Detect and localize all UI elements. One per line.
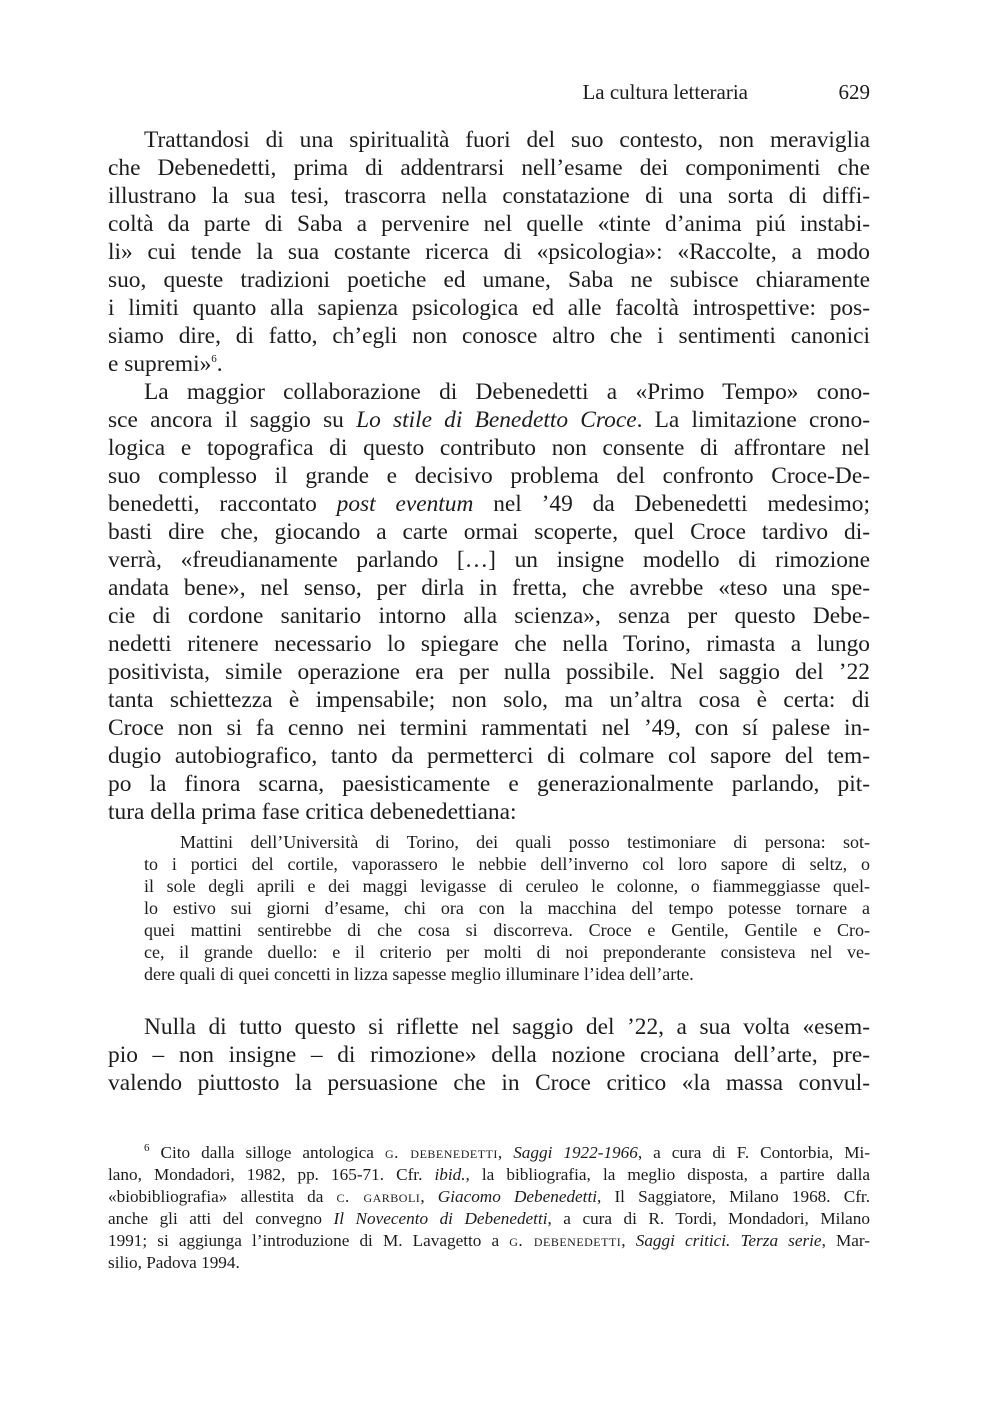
text-line: tanta schiettezza è impensabile; non solo, ma un’altra cosa è certa: di [108,687,870,713]
text-line: positivista, simile operazione era per nulla possibile. Nel saggio del ’22 [108,659,870,685]
text-line: dugio autobiografico, tanto da permetterci di colmare col sapore del tem- [108,743,870,769]
text-fragment: , a cura di F. Contorbia, Mi- [637,1143,871,1162]
page-number: 629 [838,80,870,104]
footnote-line [108,1230,870,1252]
book-title: Saggi 1922-1966 [513,1143,638,1162]
text-fragment: «biobibliografia» allestita da [108,1187,337,1206]
text-line: coltà da parte di Saba a pervenire nel quelle «tinte d’anima piú instabi- [108,211,870,237]
text-line: nedetti ritenere necessario lo spiegare che nella Torino, rimasta a lungo [108,631,870,657]
text-line: logica e topografica di questo contributo non consente di affrontare nel [108,435,870,461]
text-line: La maggior collaborazione di Debenedetti a «Primo Tempo» cono- [144,379,870,405]
footnote-line [108,1186,870,1208]
text-line: i limiti quanto alla sapienza psicologica ed alle facoltà introspettive: pos- [108,295,870,321]
text-fragment: . La limitazione crono- [636,407,870,433]
author-name: g. debenedetti [384,1143,498,1162]
footnote-line: silio, Padova 1994. [108,1253,240,1272]
text-line: suo complesso il grande e decisivo problema del confronto Croce-De- [108,463,870,489]
italic-phrase: post eventum [336,491,474,517]
footnote-reference[interactable]: 6 [211,353,217,365]
text-line: basti dire che, giocando a carte ormai scoperte, quel Croce tardivo di- [108,519,870,545]
text-fragment: , [420,1187,438,1206]
book-title: Il Novecento di Debenedetti [333,1209,548,1228]
text-fragment: , Mar- [821,1231,870,1250]
text-fragment: , [621,1231,636,1250]
text-line: li» cui tende la sua costante ricerca di «psicologia»: «Raccolte, a modo [108,239,870,265]
quote-line: ce, il grande duello: e il criterio per molti di noi preponderante consisteva nel ve- [144,942,870,962]
text-fragment: sce ancora il saggio su [108,407,357,433]
text-line: andata bene», nel senso, per dirla in fretta, che avrebbe «teso una spe- [108,575,870,601]
book-title: Saggi critici. Terza serie [635,1231,822,1250]
footnote-line [108,1164,870,1186]
text-line: po la finora scarna, paesisticamente e generazionalmente parlando, pit- [108,771,870,797]
author-name: c. garboli [336,1187,421,1206]
ibid-abbreviation: ibid. [434,1165,466,1184]
text-line: suo, queste tradizioni poetiche ed umane, Saba ne subisce chiaramente [108,267,870,293]
text-line: Nulla di tutto questo si riflette nel saggio del ’22, a sua volta «esem- [144,1014,870,1040]
text-fragment: , [497,1143,514,1162]
footnote-line [108,1208,870,1230]
text-fragment: nel ’49 da Debenedetti medesimo; [473,491,870,517]
footnote-number: 6 [144,1142,150,1154]
text-fragment: anche gli atti del convegno [108,1209,334,1228]
text-fragment: benedetti, raccontato [108,491,337,517]
text-fragment: Cito dalla silloge antologica [149,1143,385,1162]
text-fragment: . [216,351,223,377]
text-line: verrà, «freudianamente parlando […] un insigne modello di rimozione [108,547,870,573]
text-line: tura della prima fase critica debenedettiana: [108,799,517,825]
text-fragment: , la bibliografia, la meglio disposta, a partire dalla [465,1165,870,1184]
essay-title: Lo stile di Benedetto Croce [356,407,637,433]
quote-line: to i portici del cortile, vaporassero le nebbie dell’inverno col loro sapore di seltz, o [144,854,870,874]
book-title: Giacomo Debenedetti [437,1187,597,1206]
text-line [108,406,870,434]
text-fragment: lano, Mondadori, 1982, pp. 165-71. Cfr. [108,1165,435,1184]
text-fragment: , Il Saggiatore, Milano 1968. Cfr. [597,1187,870,1206]
running-header [108,78,870,106]
text-fragment: e supremi» [108,351,212,377]
quote-line: Mattini dell’Università di Torino, dei quali posso testimoniare di persona: sot- [180,832,870,852]
text-line: Croce non si fa cenno nei termini rammentati nel ’49, con sí palese in- [108,715,870,741]
text-line: siamo dire, di fatto, ch’egli non conosce altro che i sentimenti canonici [108,323,870,349]
quote-line: quei mattini sentirebbe di che cosa si discorreva. Croce e Gentile, Gentile e Cro- [144,920,870,940]
text-line: pio – non insigne – di rimozione» della nozione crociana dell’arte, pre- [108,1042,870,1068]
quote-line: il sole degli aprili e dei maggi levigasse di ceruleo le colonne, o fiammeggiasse quel- [144,876,870,896]
text-fragment: , a cura di R. Tordi, Mondadori, Milano [547,1209,870,1228]
quote-line: dere quali di quei concetti in lizza sapesse meglio illuminare l’idea dell’arte. [144,964,694,984]
text-line: cie di cordone sanitario intorno alla scienza», senza per questo Debe- [108,603,870,629]
author-name: g. debenedetti [509,1231,622,1250]
text-line [108,490,870,518]
text-line: valendo piuttosto la persuasione che in Croce critico «la massa convul- [108,1070,870,1096]
running-title: La cultura letteraria [582,80,748,104]
text-fragment: 1991; si aggiunga l’introduzione di M. Lavagetto a [108,1231,510,1250]
text-line: Trattandosi di una spiritualità fuori del suo contesto, non meraviglia [144,127,870,153]
quote-line: lo estivo sui giorni d’esame, chi ora con la macchina del tempo potesse tornare a [144,898,870,918]
footnote-line [108,1142,870,1166]
text-line: illustrano la sua tesi, trascorra nella constatazione di una sorta di diffi- [108,183,870,209]
text-line: che Debenedetti, prima di addentrarsi nell’esame dei componimenti che [108,155,870,181]
